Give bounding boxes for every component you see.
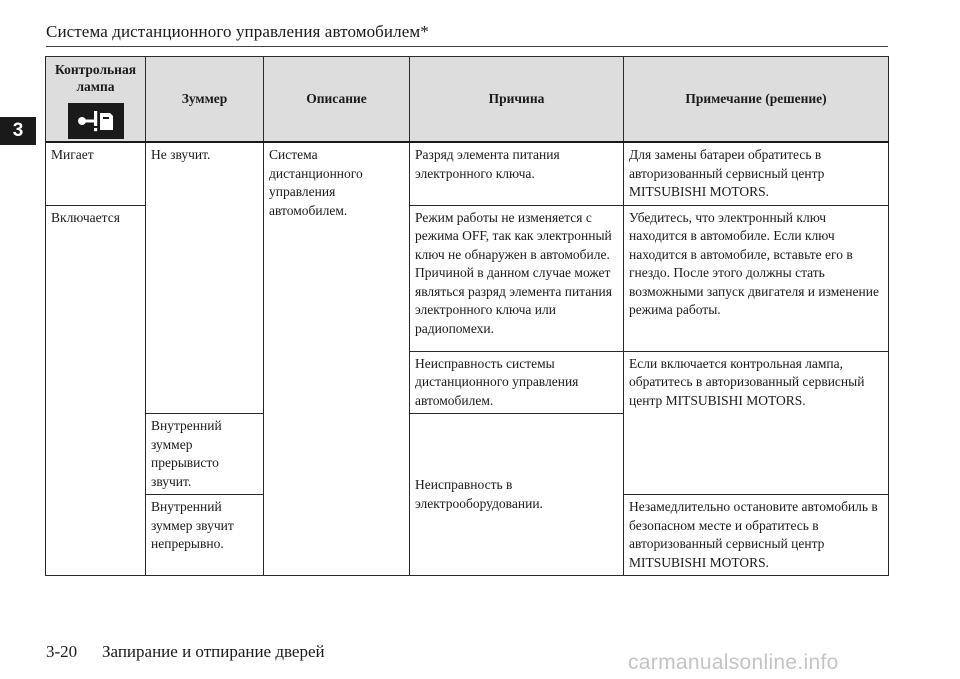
lamp-blinks-cell: Мигает [46, 142, 146, 205]
lamp-on-cell: Включается [46, 205, 146, 576]
cause-electrical-cell: Неисправность в электрооборудовании. [410, 414, 624, 576]
header-rule [46, 46, 888, 47]
description-cell: Система дистанционного управления автомобилем. [264, 142, 410, 576]
cause-system-cell: Неисправность системы дистанционного управления автомобилем. [410, 351, 624, 414]
column-header-description: Описание [264, 57, 410, 143]
note-lamp-cell: Если включается контрольная лампа, обратитесь в авторизованный сервисный центр MITSUBISHI MOTORS. [624, 351, 889, 495]
table-row [46, 142, 889, 205]
buzzer-no-sound-cell: Не звучит. [146, 142, 264, 414]
column-header-buzzer: Зуммер [146, 57, 264, 143]
note-stop-cell: Незамедлительно остановите автомобиль в безопасном месте и обратитесь в авторизованный сервисный центр MITSUBISHI MOTORS. [624, 495, 889, 576]
page-header-title: Система дистанционного управления автомобилем* [46, 22, 429, 41]
column-header-note: Примечание (решение) [624, 57, 889, 143]
lamp-column-title: Контрольная лампа [54, 62, 137, 94]
key-warning-icon [68, 103, 124, 139]
note-key-cell: Убедитесь, что электронный ключ находится в автомобиле. Если ключ находится в автомобиле, вставьте его в гнездо. После этого должны стать возможными запуск двигателя и изменение режима работы. [624, 205, 889, 351]
indicator-table [45, 56, 889, 576]
cause-battery-cell: Разряд элемента питания электронного ключа. [410, 142, 624, 205]
column-header-lamp [46, 57, 146, 143]
cause-mode-cell: Режим работы не изменяется с режима OFF, так как электронный ключ не обнаружен в автомобиле. Причиной в данном случае может являться разряд элемента питания электронного ключа или радиопомехи. [410, 205, 624, 351]
column-header-cause: Причина [410, 57, 624, 143]
chapter-tab[interactable]: 3 [0, 117, 36, 145]
page-number: 3-20 [46, 642, 78, 661]
buzzer-intermittent-cell: Внутренний зуммер прерывисто звучит. [146, 414, 264, 495]
watermark: carmanualsonline.info [628, 651, 839, 674]
footer-section-title: Запирание и отпирание дверей [102, 642, 325, 661]
note-battery-cell: Для замены батареи обратитесь в авторизованный сервисный центр MITSUBISHI MOTORS. [624, 142, 889, 205]
buzzer-continuous-cell: Внутренний зуммер звучит непрерывно. [146, 495, 264, 576]
table-header-row [46, 57, 889, 143]
